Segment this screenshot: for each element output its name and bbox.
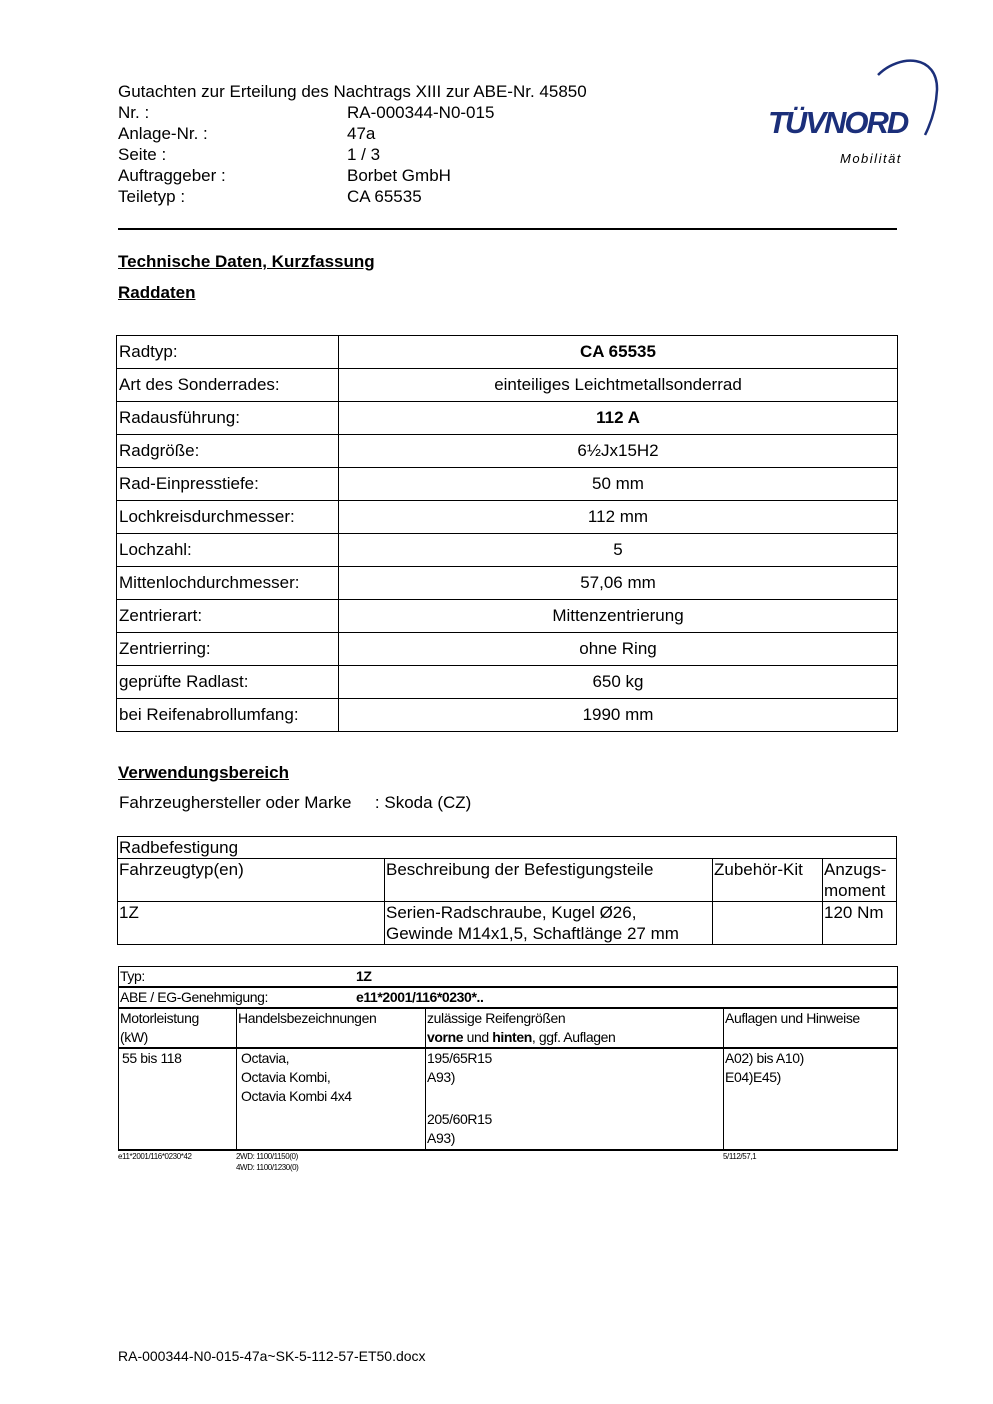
abe-value: e11*2001/116*0230*.. (356, 989, 484, 1005)
typ-value: 1Z (356, 968, 372, 984)
field-value-teiletyp: CA 65535 (347, 187, 422, 206)
raddaten-value: 1990 mm (339, 699, 898, 732)
abe-row (119, 987, 898, 1008)
raddaten-value: 650 kg (339, 666, 898, 699)
header-fahrzeugtyp: Fahrzeugtyp(en) (118, 859, 385, 902)
raddaten-row (117, 600, 898, 633)
raddaten-row (117, 435, 898, 468)
cell-reifengroessen: 195/65R15 A93) 205/60R15 A93) (426, 1048, 724, 1150)
raddaten-value: 6½Jx15H2 (339, 435, 898, 468)
fahrzeughersteller-separator: : (374, 793, 380, 812)
document-filename: RA-000344-N0-015-47a~SK-5-112-57-ET50.docx (118, 1348, 426, 1364)
befest-kit (713, 902, 823, 945)
logo-subtitle: Mobilität (840, 151, 902, 166)
raddaten-row (117, 633, 898, 666)
typ-row (119, 967, 898, 988)
raddaten-label: Lochzahl: (117, 534, 339, 567)
radbefestigung-title: Radbefestigung (118, 837, 897, 859)
raddaten-row (117, 534, 898, 567)
abe-label: ABE / EG-Genehmigung: (120, 989, 269, 1005)
field-label-auftraggeber: Auftraggeber : (118, 166, 226, 185)
tuv-nord-logo: TÜVNORD (768, 105, 908, 140)
cell-kw: 55 bis 118 (119, 1048, 237, 1150)
raddaten-value: 50 mm (339, 468, 898, 501)
raddaten-row (117, 699, 898, 732)
raddaten-label: bei Reifenabrollumfang: (117, 699, 339, 732)
field-label-teiletyp: Teiletyp : (118, 187, 186, 206)
header-zubehoer-kit: Zubehör-Kit (713, 859, 823, 902)
raddaten-row (117, 567, 898, 600)
raddaten-value: ohne Ring (339, 633, 898, 666)
raddaten-value: 57,06 mm (339, 567, 898, 600)
raddaten-value: einteiliges Leichtmetallsonderrad (339, 369, 898, 402)
raddaten-value: Mittenzentrierung (339, 600, 898, 633)
field-value-seite: 1 / 3 (347, 145, 381, 164)
raddaten-value: 112 mm (339, 501, 898, 534)
fahrzeughersteller-label: Fahrzeughersteller oder Marke (119, 793, 352, 812)
field-value-auftraggeber: Borbet GmbH (347, 166, 451, 185)
field-label-anlage: Anlage-Nr. : (118, 124, 208, 143)
raddaten-value: CA 65535 (339, 336, 898, 369)
header-anzugsmoment: Anzugs- moment (823, 859, 897, 902)
section-technische-daten: Technische Daten, Kurzfassung (118, 252, 375, 271)
typ-label: Typ: (120, 968, 145, 984)
raddaten-label: Rad-Einpresstiefe: (117, 468, 339, 501)
typ-table (118, 966, 898, 1151)
cell-handelsbezeichnungen: Octavia, Octavia Kombi, Octavia Kombi 4x4 (237, 1048, 426, 1150)
raddaten-row (117, 468, 898, 501)
header-reifengroessen: zulässige Reifengrößen vorne und hinten, ggf. Auflagen (426, 1008, 724, 1048)
raddaten-label: Mittenlochdurchmesser: (117, 567, 339, 600)
header-beschreibung: Beschreibung der Befestigungsteile (385, 859, 713, 902)
raddaten-row (117, 402, 898, 435)
befest-beschreibung: Serien-Radschraube, Kugel Ø26, Gewinde M14x1,5, Schaftlänge 27 mm (385, 902, 713, 945)
footnote-bolt-pattern: 5/112/57,1 (723, 1152, 757, 1161)
section-verwendungsbereich: Verwendungsbereich (118, 763, 289, 782)
header-auflagen: Auflagen und Hinweise (724, 1008, 898, 1048)
raddaten-label: Zentrierart: (117, 600, 339, 633)
radbefestigung-table (117, 836, 897, 945)
raddaten-label: Art des Sonderrades: (117, 369, 339, 402)
header-motorleistung: Motorleistung (kW) (119, 1008, 237, 1048)
fahrzeughersteller-line (119, 793, 471, 813)
footnote-abe: e11*2001/116*0230*42 (118, 1152, 192, 1161)
raddaten-row (117, 666, 898, 699)
raddaten-label: geprüfte Radlast: (117, 666, 339, 699)
raddaten-value: 5 (339, 534, 898, 567)
footnote-4wd: 4WD: 1100/1230(0) (236, 1163, 299, 1172)
field-value-nr: RA-000344-N0-015 (347, 103, 495, 122)
raddaten-value: 112 A (339, 402, 898, 435)
fahrzeughersteller-value: Skoda (CZ) (384, 793, 472, 812)
field-label-nr: Nr. : (118, 103, 150, 122)
raddaten-label: Radgröße: (117, 435, 339, 468)
befest-typ: 1Z (118, 902, 385, 945)
raddaten-row (117, 336, 898, 369)
raddaten-row (117, 501, 898, 534)
raddaten-label: Radtyp: (117, 336, 339, 369)
header-divider (118, 228, 897, 230)
footnote-2wd: 2WD: 1100/1150(0) (236, 1152, 298, 1161)
raddaten-label: Radausführung: (117, 402, 339, 435)
header-handelsbezeichnungen: Handelsbezeichnungen (237, 1008, 426, 1048)
raddaten-label: Lochkreisdurchmesser: (117, 501, 339, 534)
field-label-seite: Seite : (118, 145, 167, 164)
document-title: Gutachten zur Erteilung des Nachtrags XIII zur ABE-Nr. 45850 (118, 82, 587, 101)
cell-auflagen: A02) bis A10) E04)E45) (724, 1048, 898, 1150)
raddaten-table (116, 335, 898, 732)
raddaten-label: Zentrierring: (117, 633, 339, 666)
section-raddaten: Raddaten (118, 283, 196, 302)
raddaten-row (117, 369, 898, 402)
befest-moment: 120 Nm (823, 902, 897, 945)
field-value-anlage: 47a (347, 124, 376, 143)
